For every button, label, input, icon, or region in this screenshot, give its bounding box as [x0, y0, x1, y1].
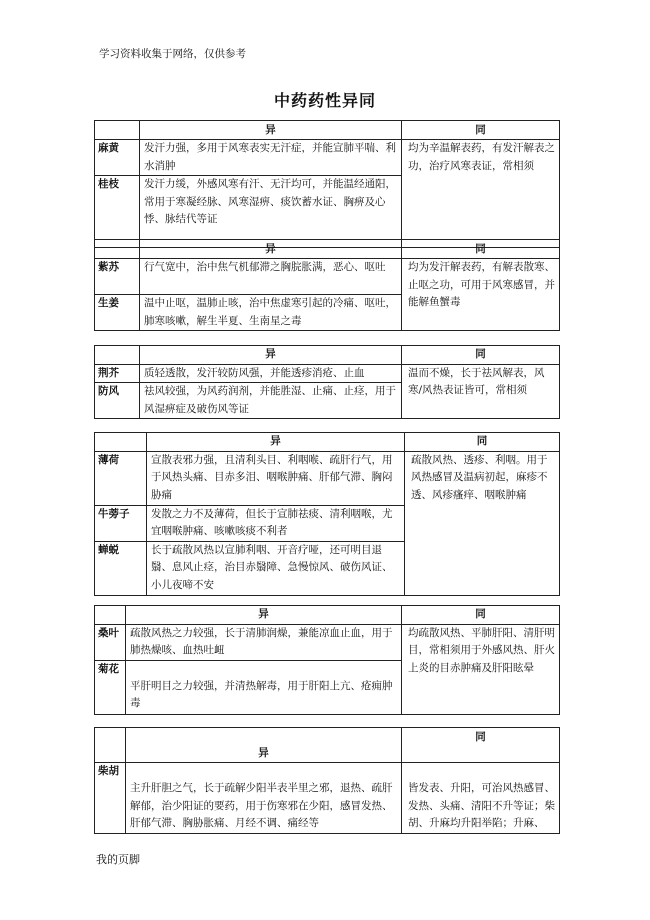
same-header: 同 [402, 606, 560, 625]
herb-name: 柴胡 [95, 763, 126, 834]
shared-properties: 皆发表、升阳，可治风热感冒、发热、头痛、清阳不升等证；柴胡、升麻均升阳举陷；升麻、 [402, 763, 560, 834]
same-header: 同 [405, 433, 560, 452]
shared-properties: 疏散风热、透疹、利咽。用于风热感冒及温病初起，麻疹不透、风疹瘙痒、咽喉肿痛 [405, 451, 560, 595]
same-header: 同 [402, 121, 560, 140]
diff-header: 异 [126, 728, 402, 763]
diff-header: 异 [140, 240, 402, 259]
diff-header: 异 [140, 121, 402, 140]
same-header: 同 [402, 346, 560, 365]
herb-name: 薄荷 [95, 451, 147, 505]
shared-properties: 温而不燥，长于祛风解表，风寒/风热表证皆可，常相须 [402, 364, 560, 419]
shared-properties: 均疏散风热、平肺肝阳、清肝明目，常相须用于外感风热、肝火上炎的目赤肿痛及肝阳眩晕 [402, 624, 560, 714]
herb-difference: 祛风较强，为风药润剂，并能胜湿、止痛、止痉，用于风湿痹症及破伤风等证 [140, 383, 402, 419]
herb-difference: 疏散风热之力较强，长于清肺润燥，兼能凉血止血，用于肺热燥咳、血热吐衄 [126, 624, 402, 660]
herb-difference: 宣散表邪力强，且清利头目、利咽喉、疏肝行气，用于风热头痛、目赤多泪、咽喉肿痛、肝郁气滞、胸闷胁痛 [147, 451, 405, 505]
herb-difference: 质轻透散，发汗较防风强，并能透疹消疮、止血 [140, 364, 402, 383]
herb-name: 菊花 [95, 660, 126, 714]
same-header: 同 [402, 728, 560, 763]
page-footer: 我的页脚 [96, 853, 140, 866]
herb-difference: 行气宽中，治中焦气机郁滞之胸脘胀满，恶心、呕吐 [140, 259, 402, 295]
herb-difference: 发汗力缓，外感风寒有汗、无汗均可，并能温经通阳，常用于寒凝经脉、风寒湿痹、痰饮蓄水证、胸痹及心悸、脉结代等证 [140, 176, 402, 248]
diff-header: 异 [147, 433, 405, 452]
shared-properties: 均为发汗解表药，有解表散寒、止呕之功，可用于风寒感冒，并能解鱼蟹毒 [402, 259, 560, 331]
herb-difference: 发汗力强，多用于风寒表实无汗症，并能宣肺平喘、利水消肿 [140, 140, 402, 176]
herb-name: 生姜 [95, 295, 140, 331]
herb-name: 桑叶 [95, 624, 126, 660]
compare-table-4 [94, 432, 560, 596]
page-title: 中药药性异同 [273, 91, 376, 110]
herb-name: 麻黄 [95, 140, 140, 176]
herb-difference: 长于疏散风热以宣肺利咽、开音疗哑，还可明目退翳、息风止痉，治目赤翳障、急慢惊风、破伤风证、小儿夜啼不安 [147, 541, 405, 595]
herb-name: 桂枝 [95, 176, 140, 248]
herb-difference: 温中止呕，温肺止咳，治中焦虚寒引起的冷痛、呕吐，肺寒咳嗽，解生半夏、生南星之毒 [140, 295, 402, 331]
compare-table-3 [94, 345, 560, 419]
herb-name: 紫苏 [95, 259, 140, 295]
shared-properties: 均为辛温解表药，有发汗解表之功，治疗风寒表证，常相须 [402, 140, 560, 248]
herb-name: 荆芥 [95, 364, 140, 383]
herb-name: 蝉蜕 [95, 541, 147, 595]
same-header: 同 [402, 240, 560, 259]
herb-difference: 主升肝胆之气，长于疏解少阳半表半里之邪，退热、疏肝解郁，治少阳证的要药，用于伤寒邪在少阳，感冒发热、肝郁气滞、胸胁胀痛、月经不调、痛经等 [126, 763, 402, 834]
herb-name: 防风 [95, 383, 140, 419]
diff-header: 异 [126, 606, 402, 625]
compare-table-6 [94, 727, 560, 834]
herb-difference: 发散之力不及薄荷，但长于宣肺祛痰、清利咽喉，尤宜咽喉肿痛、咳嗽咳痰不利者 [147, 505, 405, 541]
diff-header: 异 [140, 346, 402, 365]
herb-name: 牛蒡子 [95, 505, 147, 541]
compare-table-2 [94, 239, 560, 331]
compare-table-1 [94, 120, 560, 248]
page-header: 学习资料收集于网络，仅供参考 [99, 48, 246, 60]
herb-difference: 平肝明目之力较强，并清热解毒，用于肝阳上亢、疮痈肿毒 [126, 660, 402, 714]
compare-table-5 [94, 605, 560, 715]
